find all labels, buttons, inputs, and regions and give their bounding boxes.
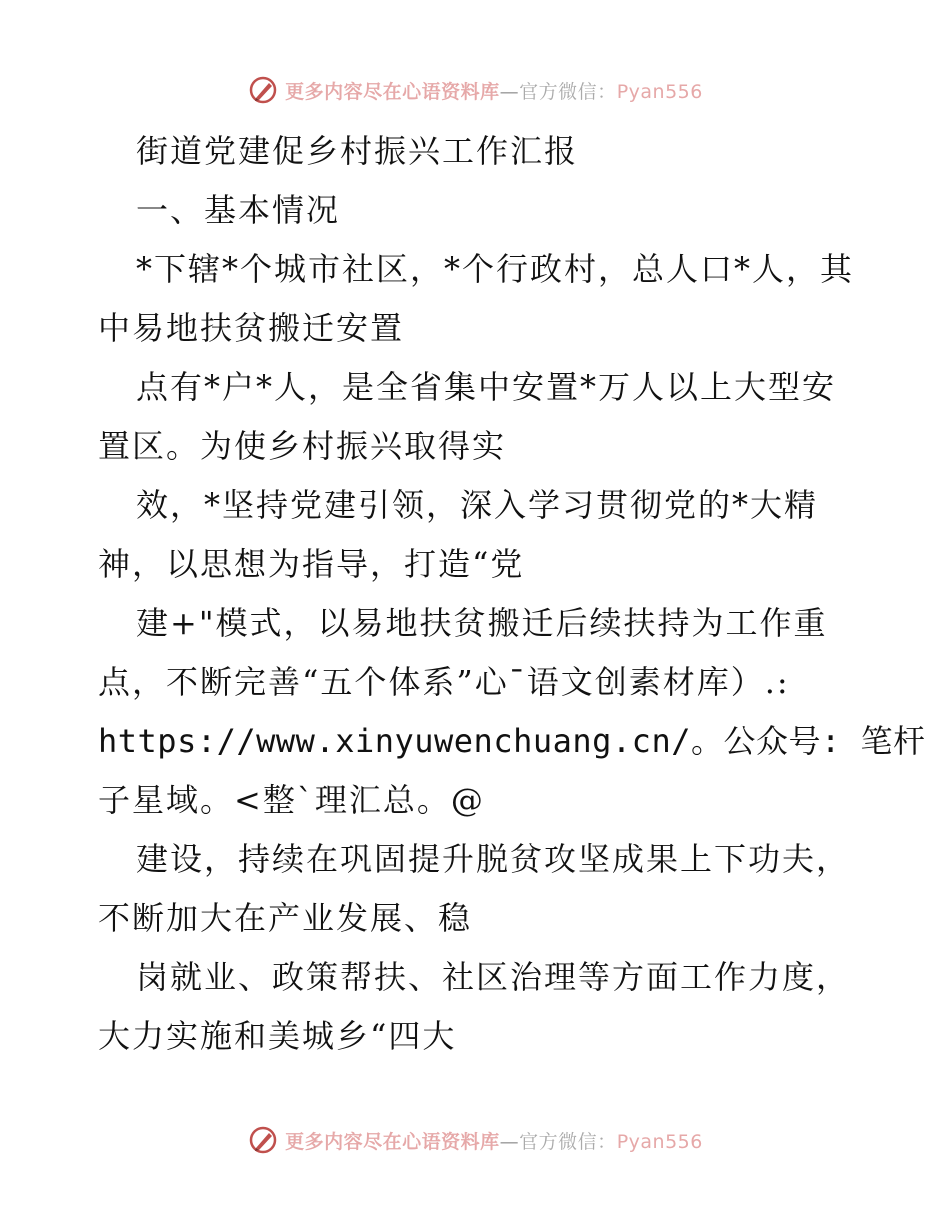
paragraph-line: 置区。为使乡村振兴取得实 (98, 427, 507, 465)
document-body (98, 122, 926, 1066)
watermark-official-label: 官方微信： (519, 80, 617, 103)
paragraph-line: 岗就业、政策帮扶、社区治理等方面工作力度， (136, 958, 851, 996)
document-title: 街道党建促乡村振兴工作汇报 (136, 132, 579, 170)
paragraph-line: 效，*坚持党建引领，深入学习贯彻党的*大精 (136, 486, 819, 524)
watermark-account: Pyan556 (616, 80, 703, 103)
watermark-separator: — (499, 1130, 520, 1153)
footer-watermark (0, 1120, 950, 1160)
watermark-separator: — (499, 80, 520, 103)
paragraph-line: 建+"模式，以易地扶贫搬迁后续扶持为工作重 (136, 604, 828, 642)
paragraph-line: 中易地扶贫搬迁安置 (98, 309, 405, 347)
watermark-text (285, 77, 703, 104)
section-heading: 一、基本情况 (136, 191, 341, 229)
paragraph-line: 建设，持续在巩固提升脱贫攻坚成果上下功夫， (136, 840, 851, 878)
watermark-account: Pyan556 (616, 1130, 703, 1153)
paragraph-line: 不断加大在产业发展、稳 (98, 899, 473, 937)
pen-logo-icon (247, 74, 279, 106)
paragraph-line: 点有*户*人，是全省集中安置*万人以上大型安 (136, 368, 837, 406)
paragraph-line: 大力实施和美城乡“四大 (98, 1017, 457, 1055)
paragraph-line: 点，不断完善“五个体系”心¯语文创素材库）.: (98, 663, 790, 701)
watermark-brand: 更多内容尽在心语资料库 (285, 1130, 500, 1153)
header-watermark (0, 70, 950, 110)
url-line: https://www.xinyuwenchuang.cn/。公众号: 笔杆 (98, 722, 926, 760)
paragraph-line: *下辖*个城市社区，*个行政村，总人口*人，其 (136, 250, 855, 288)
watermark-text (285, 1127, 703, 1154)
watermark-brand: 更多内容尽在心语资料库 (285, 80, 500, 103)
paragraph-line: 子星域。<整`理汇总。@ (98, 781, 485, 819)
watermark-official-label: 官方微信： (519, 1130, 617, 1153)
paragraph-line: 神，以思想为指导，打造“党 (98, 545, 525, 583)
pen-logo-icon (247, 1124, 279, 1156)
